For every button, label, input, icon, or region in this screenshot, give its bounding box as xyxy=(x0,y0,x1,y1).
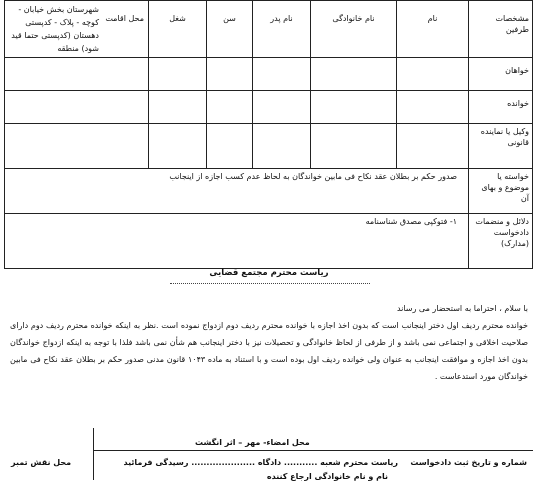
address-format-label: شهرستان بخش خیابان - کوچه - پلاک - کدپستی دهستان (کدپستی حتما قید شود) منطقه xyxy=(11,5,99,53)
father-name-header: نام پدر xyxy=(253,1,311,58)
title-underline xyxy=(170,283,370,284)
attorney-family-cell[interactable] xyxy=(311,124,397,169)
signature-label: محل امضاء- مهر – اثر انگشت xyxy=(195,438,310,447)
defendant-name-cell[interactable] xyxy=(397,91,469,124)
request-row xyxy=(5,169,533,214)
plaintiff-address-cell[interactable] xyxy=(5,58,149,91)
job-header: شغل xyxy=(149,1,207,58)
attorney-address-cell[interactable] xyxy=(5,124,149,169)
parties-header: مشخصات طرفین xyxy=(469,1,533,58)
request-value[interactable]: صدور حکم بر بطلان عقد نکاح فی مابین خواندگان به لحاظ عدم کسب اجازه از اینجانب xyxy=(5,169,469,214)
table-header-row xyxy=(5,1,533,58)
defendant-row xyxy=(5,91,533,124)
evidence-label: دلائل و منضمات دادخواست (مدارک) xyxy=(469,214,533,269)
defendant-father-cell[interactable] xyxy=(253,91,311,124)
petition-body xyxy=(10,300,528,385)
attorney-job-cell[interactable] xyxy=(149,124,207,169)
plaintiff-age-cell[interactable] xyxy=(207,58,253,91)
court-referral-line: ریاست محترم شعبه ........... دادگاه ..................... رسیدگی فرمائید xyxy=(123,458,398,467)
attorney-row xyxy=(5,124,533,169)
residence-label: محل اقامت xyxy=(105,14,144,23)
evidence-value[interactable]: ۱- فتوکپی مصدق شناسنامه xyxy=(5,214,469,269)
registration-label: شماره و تاریخ ثبت دادخواست xyxy=(410,458,527,467)
footer-divider-vertical xyxy=(93,428,94,480)
request-label: خواسته یا موضوع و بهای آن xyxy=(469,169,533,214)
plaintiff-family-cell[interactable] xyxy=(311,58,397,91)
attorney-name-cell[interactable] xyxy=(397,124,469,169)
attorney-age-cell[interactable] xyxy=(207,124,253,169)
attorney-label: وکیل یا نماینده قانونی xyxy=(469,124,533,169)
petition-paragraph: خوانده محترم ردیف اول دختر اینجانب است که بدون اخذ اجازه با خوانده محترم ردیف دوم ازدواج نموده است .نظر به اینکه خوانده محترم ردیف دوم دارای صلاحیت اخلاقی و اجتماعی نمی باشد و از طرفی از لحاظ خانوادگی و تحصیلات نیز با دختر اینجانب هم شأن نمی باشد فلذا با توجه به اینکه ازدواج خواندگان بدون اخذ اجازه و موافقت اینجانب به عنوان ولی خوانده ردیف اول بوده است و با استناد به ماده ۱۰۴۳ قانون مدنی صدور حکم بر بطلان عقد نکاح فی مابین خواندگان مورد استدعاست . xyxy=(10,321,528,381)
footer-box xyxy=(5,428,533,480)
plaintiff-name-cell[interactable] xyxy=(397,58,469,91)
parties-table xyxy=(4,0,533,269)
defendant-age-cell[interactable] xyxy=(207,91,253,124)
family-name-header: نام خانوادگی xyxy=(311,1,397,58)
plaintiff-row xyxy=(5,58,533,91)
stamp-label: محل نقش تمبر xyxy=(11,458,72,467)
name-header: نام xyxy=(397,1,469,58)
defendant-family-cell[interactable] xyxy=(311,91,397,124)
plaintiff-father-cell[interactable] xyxy=(253,58,311,91)
addressee-title: ریاست محترم مجتمع قضایی xyxy=(209,268,329,278)
evidence-row xyxy=(5,214,533,269)
referrer-name-line: نام و نام خانوادگی ارجاع کننده xyxy=(266,472,388,481)
attorney-father-cell[interactable] xyxy=(253,124,311,169)
defendant-address-cell[interactable] xyxy=(5,91,149,124)
footer-divider-horizontal xyxy=(93,450,533,451)
residence-header xyxy=(5,1,149,58)
plaintiff-job-cell[interactable] xyxy=(149,58,207,91)
age-header: سن xyxy=(207,1,253,58)
defendant-label: خوانده xyxy=(469,91,533,124)
plaintiff-label: خواهان xyxy=(469,58,533,91)
defendant-job-cell[interactable] xyxy=(149,91,207,124)
greeting-text: با سلام ، احتراما به استحضار می رساند xyxy=(396,304,528,313)
